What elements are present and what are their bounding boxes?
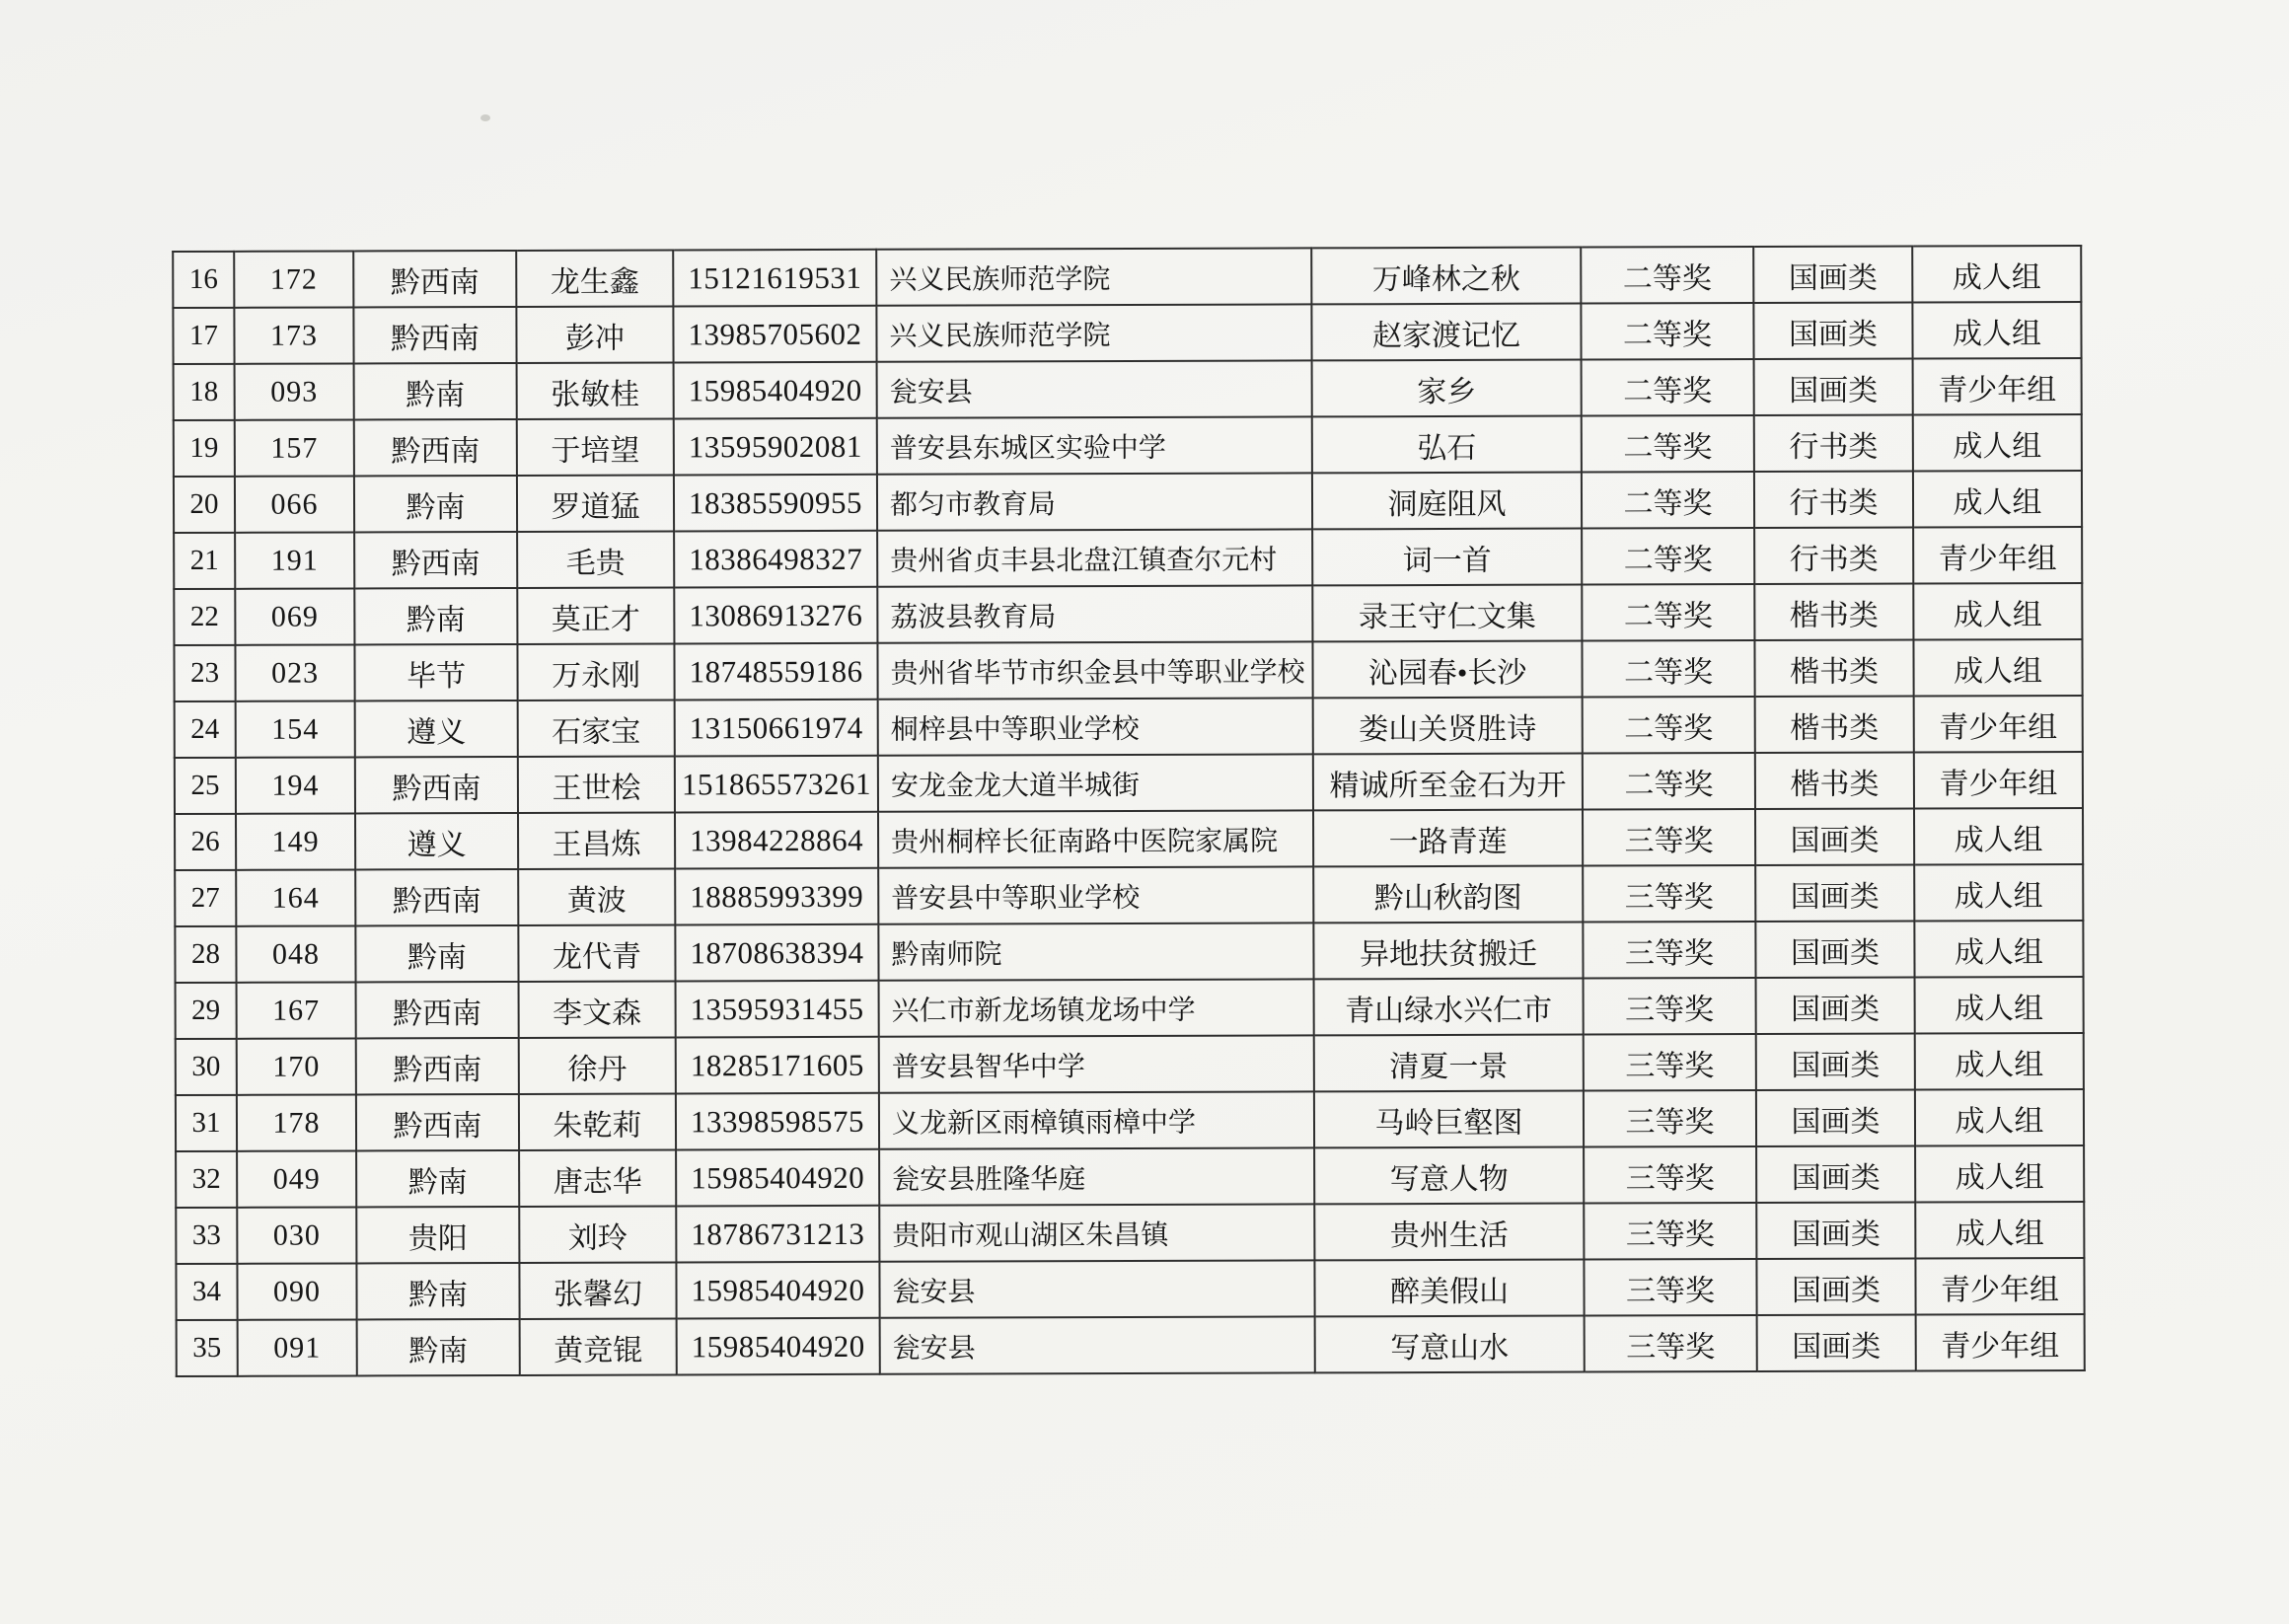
cell-participant-name: 黄竞锟 bbox=[520, 1318, 677, 1374]
cell-region: 黔西南 bbox=[354, 532, 517, 589]
cell-participant-name: 徐丹 bbox=[519, 1037, 676, 1093]
cell-row-number: 26 bbox=[175, 814, 236, 870]
cell-art-category: 国画类 bbox=[1754, 359, 1913, 416]
table-row bbox=[175, 864, 2083, 926]
cell-award-level: 三等奖 bbox=[1584, 978, 1756, 1035]
cell-region: 黔南 bbox=[354, 363, 517, 420]
cell-participant-name: 黄波 bbox=[518, 868, 675, 924]
cell-region: 黔南 bbox=[354, 588, 517, 645]
cell-phone-number: 13150661974 bbox=[675, 700, 878, 757]
cell-row-number: 20 bbox=[174, 477, 235, 533]
cell-entry-number: 170 bbox=[237, 1038, 356, 1094]
cell-award-level: 二等奖 bbox=[1582, 640, 1754, 698]
cell-award-level: 二等奖 bbox=[1582, 584, 1754, 641]
cell-award-level: 三等奖 bbox=[1584, 1090, 1756, 1147]
cell-phone-number: 18885993399 bbox=[675, 868, 878, 925]
cell-institution-address: 安龙金龙大道半城街 bbox=[878, 754, 1313, 811]
award-results-table bbox=[172, 245, 2086, 1377]
cell-institution-address: 普安县东城区实验中学 bbox=[877, 416, 1312, 474]
cell-entry-number: 149 bbox=[236, 813, 355, 869]
cell-participant-name: 唐志华 bbox=[519, 1149, 676, 1206]
cell-age-group: 成人组 bbox=[1912, 302, 2081, 359]
scan-speck bbox=[480, 114, 490, 121]
cell-region: 黔南 bbox=[356, 1263, 519, 1320]
cell-row-number: 18 bbox=[174, 364, 235, 420]
cell-row-number: 30 bbox=[176, 1039, 237, 1095]
cell-row-number: 32 bbox=[176, 1151, 237, 1208]
cell-age-group: 成人组 bbox=[1914, 808, 2083, 865]
table-row bbox=[175, 921, 2083, 983]
cell-row-number: 17 bbox=[173, 308, 234, 364]
cell-work-title: 弘石 bbox=[1312, 416, 1582, 474]
table-row bbox=[174, 583, 2082, 645]
cell-institution-address: 瓮安县 bbox=[879, 1260, 1314, 1317]
cell-entry-number: 023 bbox=[235, 644, 354, 701]
cell-region: 遵义 bbox=[355, 701, 518, 758]
cell-row-number: 27 bbox=[175, 870, 236, 926]
cell-age-group: 成人组 bbox=[1915, 977, 2084, 1034]
cell-phone-number: 18786731213 bbox=[676, 1206, 879, 1263]
cell-work-title: 黔山秋韵图 bbox=[1313, 866, 1583, 923]
cell-age-group: 成人组 bbox=[1912, 246, 2081, 303]
cell-institution-address: 普安县智华中学 bbox=[879, 1035, 1314, 1092]
cell-award-level: 二等奖 bbox=[1582, 415, 1754, 473]
cell-region: 黔西南 bbox=[355, 757, 518, 814]
cell-age-group: 成人组 bbox=[1914, 921, 2083, 978]
cell-work-title: 醉美假山 bbox=[1314, 1260, 1584, 1317]
cell-entry-number: 049 bbox=[237, 1150, 356, 1207]
cell-row-number: 33 bbox=[176, 1208, 237, 1264]
cell-entry-number: 069 bbox=[235, 588, 354, 644]
cell-award-level: 三等奖 bbox=[1584, 1034, 1756, 1091]
cell-phone-number: 18386498327 bbox=[674, 531, 877, 588]
cell-region: 毕节 bbox=[354, 644, 517, 701]
results-table-body bbox=[173, 246, 2085, 1376]
table-row bbox=[176, 1258, 2084, 1320]
cell-participant-name: 石家宝 bbox=[518, 700, 675, 756]
cell-entry-number: 030 bbox=[237, 1207, 356, 1263]
cell-age-group: 青少年组 bbox=[1915, 1258, 2084, 1315]
table-row bbox=[173, 246, 2081, 308]
cell-row-number: 29 bbox=[176, 983, 237, 1039]
cell-entry-number: 066 bbox=[235, 476, 354, 532]
cell-entry-number: 157 bbox=[235, 419, 354, 476]
table-row bbox=[176, 1089, 2084, 1151]
cell-phone-number: 18285171605 bbox=[676, 1037, 879, 1094]
cell-art-category: 行书类 bbox=[1754, 528, 1913, 585]
table-row bbox=[176, 977, 2084, 1039]
cell-institution-address: 荔波县教育局 bbox=[877, 585, 1312, 642]
cell-region: 遵义 bbox=[355, 813, 518, 870]
cell-award-level: 二等奖 bbox=[1581, 303, 1753, 360]
cell-work-title: 写意山水 bbox=[1315, 1316, 1585, 1373]
cell-art-category: 国画类 bbox=[1755, 808, 1914, 865]
cell-phone-number: 15985404920 bbox=[677, 1318, 880, 1375]
cell-row-number: 16 bbox=[173, 252, 234, 308]
cell-art-category: 国画类 bbox=[1753, 303, 1912, 360]
cell-art-category: 国画类 bbox=[1756, 1089, 1915, 1146]
cell-region: 黔西南 bbox=[353, 307, 516, 364]
cell-entry-number: 093 bbox=[235, 363, 354, 419]
cell-age-group: 成人组 bbox=[1915, 1202, 2084, 1259]
cell-art-category: 楷书类 bbox=[1755, 752, 1914, 809]
cell-institution-address: 普安县中等职业学校 bbox=[878, 866, 1313, 923]
cell-entry-number: 172 bbox=[234, 251, 353, 307]
cell-region: 黔西南 bbox=[356, 1038, 519, 1095]
table-row bbox=[176, 1145, 2084, 1208]
cell-participant-name: 龙代青 bbox=[518, 924, 675, 981]
cell-entry-number: 173 bbox=[234, 307, 353, 363]
cell-award-level: 二等奖 bbox=[1583, 753, 1755, 810]
cell-institution-address: 瓮安县 bbox=[880, 1316, 1315, 1373]
cell-work-title: 贵州生活 bbox=[1314, 1204, 1584, 1261]
cell-participant-name: 刘玲 bbox=[519, 1206, 676, 1262]
cell-art-category: 国画类 bbox=[1756, 977, 1915, 1034]
cell-region: 贵阳 bbox=[356, 1207, 519, 1264]
cell-work-title: 清夏一景 bbox=[1314, 1035, 1584, 1092]
cell-region: 黔南 bbox=[357, 1319, 520, 1376]
table-row bbox=[173, 302, 2081, 364]
table-row bbox=[175, 752, 2083, 814]
cell-participant-name: 张敏桂 bbox=[517, 362, 674, 418]
cell-age-group: 成人组 bbox=[1915, 1145, 2084, 1203]
cell-row-number: 22 bbox=[174, 589, 235, 645]
cell-art-category: 国画类 bbox=[1755, 921, 1914, 978]
cell-award-level: 二等奖 bbox=[1583, 697, 1755, 754]
cell-participant-name: 于培望 bbox=[517, 418, 674, 475]
cell-row-number: 31 bbox=[176, 1095, 237, 1151]
cell-work-title: 异地扶贫搬迁 bbox=[1313, 923, 1583, 980]
cell-age-group: 成人组 bbox=[1915, 1033, 2084, 1090]
cell-art-category: 国画类 bbox=[1756, 1145, 1915, 1203]
cell-participant-name: 罗道猛 bbox=[517, 475, 674, 531]
cell-phone-number: 15121619531 bbox=[673, 250, 876, 307]
cell-region: 黔南 bbox=[354, 476, 517, 533]
cell-region: 黔西南 bbox=[353, 251, 516, 308]
cell-phone-number: 13086913276 bbox=[674, 587, 877, 644]
cell-participant-name: 王世桧 bbox=[518, 756, 675, 812]
cell-region: 黔西南 bbox=[355, 869, 518, 926]
cell-art-category: 国画类 bbox=[1756, 1258, 1915, 1315]
cell-phone-number: 15985404920 bbox=[676, 1262, 879, 1319]
cell-entry-number: 178 bbox=[237, 1094, 356, 1150]
cell-art-category: 国画类 bbox=[1755, 864, 1914, 922]
table-row bbox=[177, 1314, 2085, 1376]
cell-phone-number: 15985404920 bbox=[674, 362, 877, 419]
cell-art-category: 楷书类 bbox=[1755, 696, 1914, 753]
cell-region: 黔南 bbox=[356, 1150, 519, 1208]
cell-art-category: 楷书类 bbox=[1754, 584, 1913, 641]
cell-award-level: 二等奖 bbox=[1582, 472, 1754, 529]
cell-phone-number: 18385590955 bbox=[674, 475, 877, 532]
cell-age-group: 成人组 bbox=[1915, 1089, 2084, 1146]
cell-institution-address: 贵州省贞丰县北盘江镇查尔元村 bbox=[877, 529, 1312, 586]
cell-institution-address: 瓮安县胜隆华庭 bbox=[879, 1147, 1314, 1205]
table-row bbox=[174, 639, 2082, 701]
cell-phone-number: 151865573261 bbox=[675, 756, 878, 813]
cell-participant-name: 毛贵 bbox=[517, 531, 674, 587]
cell-work-title: 娄山关贤胜诗 bbox=[1313, 698, 1583, 755]
cell-age-group: 成人组 bbox=[1913, 639, 2082, 697]
cell-row-number: 23 bbox=[174, 645, 235, 701]
cell-award-level: 三等奖 bbox=[1584, 1203, 1756, 1260]
cell-work-title: 录王守仁文集 bbox=[1312, 585, 1582, 642]
cell-row-number: 35 bbox=[177, 1320, 238, 1376]
cell-phone-number: 13985705602 bbox=[673, 306, 876, 363]
cell-work-title: 词一首 bbox=[1312, 529, 1582, 586]
cell-award-level: 三等奖 bbox=[1583, 809, 1755, 866]
table-row bbox=[174, 471, 2082, 533]
cell-age-group: 成人组 bbox=[1913, 471, 2082, 528]
cell-institution-address: 桐梓县中等职业学校 bbox=[878, 698, 1313, 755]
cell-art-category: 行书类 bbox=[1754, 415, 1913, 473]
cell-age-group: 青少年组 bbox=[1913, 358, 2082, 415]
cell-institution-address: 兴义民族师范学院 bbox=[876, 304, 1311, 361]
cell-participant-name: 张馨幻 bbox=[519, 1262, 676, 1318]
cell-work-title: 家乡 bbox=[1312, 360, 1582, 417]
table-row bbox=[176, 1033, 2084, 1095]
cell-work-title: 马岭巨壑图 bbox=[1314, 1091, 1584, 1148]
table-row bbox=[174, 527, 2082, 589]
cell-work-title: 沁园春•长沙 bbox=[1312, 641, 1582, 699]
cell-row-number: 21 bbox=[174, 533, 235, 589]
cell-phone-number: 13398598575 bbox=[676, 1093, 879, 1150]
cell-award-level: 三等奖 bbox=[1585, 1315, 1757, 1372]
cell-age-group: 青少年组 bbox=[1914, 696, 2083, 753]
cell-participant-name: 王昌炼 bbox=[518, 812, 675, 868]
cell-age-group: 青少年组 bbox=[1914, 752, 2083, 809]
cell-award-level: 三等奖 bbox=[1583, 922, 1755, 979]
cell-work-title: 万峰林之秋 bbox=[1311, 248, 1581, 305]
cell-age-group: 青少年组 bbox=[1913, 527, 2082, 584]
cell-participant-name: 彭冲 bbox=[516, 306, 673, 362]
cell-art-category: 国画类 bbox=[1756, 1202, 1915, 1259]
cell-phone-number: 18708638394 bbox=[675, 924, 878, 982]
cell-entry-number: 091 bbox=[238, 1319, 357, 1375]
cell-institution-address: 黔南师院 bbox=[878, 923, 1313, 980]
cell-phone-number: 18748559186 bbox=[674, 643, 877, 701]
cell-participant-name: 李文森 bbox=[519, 981, 676, 1037]
cell-art-category: 国画类 bbox=[1753, 247, 1912, 304]
table-row bbox=[175, 696, 2083, 758]
cell-entry-number: 191 bbox=[235, 532, 354, 588]
cell-institution-address: 瓮安县 bbox=[877, 360, 1312, 417]
cell-age-group: 成人组 bbox=[1913, 583, 2082, 640]
cell-work-title: 一路青莲 bbox=[1313, 810, 1583, 867]
cell-work-title: 洞庭阻风 bbox=[1312, 473, 1582, 530]
cell-phone-number: 15985404920 bbox=[676, 1149, 879, 1207]
table-row bbox=[174, 358, 2082, 420]
cell-region: 黔西南 bbox=[356, 982, 519, 1039]
cell-art-category: 国画类 bbox=[1756, 1033, 1915, 1090]
cell-work-title: 青山绿水兴仁市 bbox=[1314, 979, 1584, 1036]
cell-entry-number: 167 bbox=[237, 982, 356, 1038]
table-row bbox=[174, 414, 2082, 477]
cell-award-level: 三等奖 bbox=[1583, 865, 1755, 923]
cell-award-level: 二等奖 bbox=[1582, 528, 1754, 585]
cell-age-group: 青少年组 bbox=[1916, 1314, 2085, 1371]
cell-entry-number: 194 bbox=[236, 757, 355, 813]
cell-participant-name: 朱乾莉 bbox=[519, 1093, 676, 1149]
cell-row-number: 28 bbox=[175, 926, 236, 983]
cell-award-level: 二等奖 bbox=[1581, 247, 1753, 304]
cell-institution-address: 贵州桐梓长征南路中医院家属院 bbox=[878, 810, 1313, 867]
table-row bbox=[175, 808, 2083, 870]
cell-participant-name: 龙生鑫 bbox=[516, 250, 673, 306]
cell-row-number: 25 bbox=[175, 758, 236, 814]
cell-row-number: 24 bbox=[175, 701, 236, 758]
cell-award-level: 三等奖 bbox=[1584, 1146, 1756, 1204]
cell-institution-address: 都匀市教育局 bbox=[877, 473, 1312, 530]
cell-institution-address: 贵州省毕节市织金县中等职业学校 bbox=[877, 641, 1312, 699]
cell-row-number: 19 bbox=[174, 420, 235, 477]
cell-phone-number: 13984228864 bbox=[675, 812, 878, 869]
cell-participant-name: 万永刚 bbox=[517, 643, 674, 700]
cell-institution-address: 兴仁市新龙场镇龙场中学 bbox=[879, 979, 1314, 1036]
cell-row-number: 34 bbox=[176, 1264, 237, 1320]
table-row bbox=[176, 1202, 2084, 1264]
cell-region: 黔西南 bbox=[356, 1094, 519, 1151]
cell-phone-number: 13595931455 bbox=[676, 981, 879, 1038]
cell-entry-number: 154 bbox=[236, 701, 355, 757]
cell-region: 黔南 bbox=[355, 925, 518, 983]
cell-institution-address: 义龙新区雨樟镇雨樟中学 bbox=[879, 1091, 1314, 1148]
cell-age-group: 成人组 bbox=[1914, 864, 2083, 922]
cell-art-category: 国画类 bbox=[1757, 1314, 1916, 1371]
cell-award-level: 三等奖 bbox=[1584, 1259, 1756, 1316]
cell-phone-number: 13595902081 bbox=[674, 418, 877, 476]
cell-work-title: 写意人物 bbox=[1314, 1147, 1584, 1205]
cell-art-category: 行书类 bbox=[1754, 472, 1913, 529]
cell-award-level: 二等奖 bbox=[1582, 359, 1754, 416]
cell-institution-address: 贵阳市观山湖区朱昌镇 bbox=[879, 1204, 1314, 1261]
cell-work-title: 赵家渡记忆 bbox=[1311, 304, 1581, 361]
cell-entry-number: 164 bbox=[236, 869, 355, 925]
cell-participant-name: 莫正才 bbox=[517, 587, 674, 643]
cell-art-category: 楷书类 bbox=[1754, 640, 1913, 698]
cell-entry-number: 090 bbox=[237, 1263, 356, 1319]
cell-institution-address: 兴义民族师范学院 bbox=[876, 248, 1311, 305]
cell-work-title: 精诚所至金石为开 bbox=[1313, 754, 1583, 811]
cell-entry-number: 048 bbox=[236, 925, 355, 982]
cell-age-group: 成人组 bbox=[1913, 414, 2082, 472]
cell-region: 黔西南 bbox=[354, 419, 517, 477]
